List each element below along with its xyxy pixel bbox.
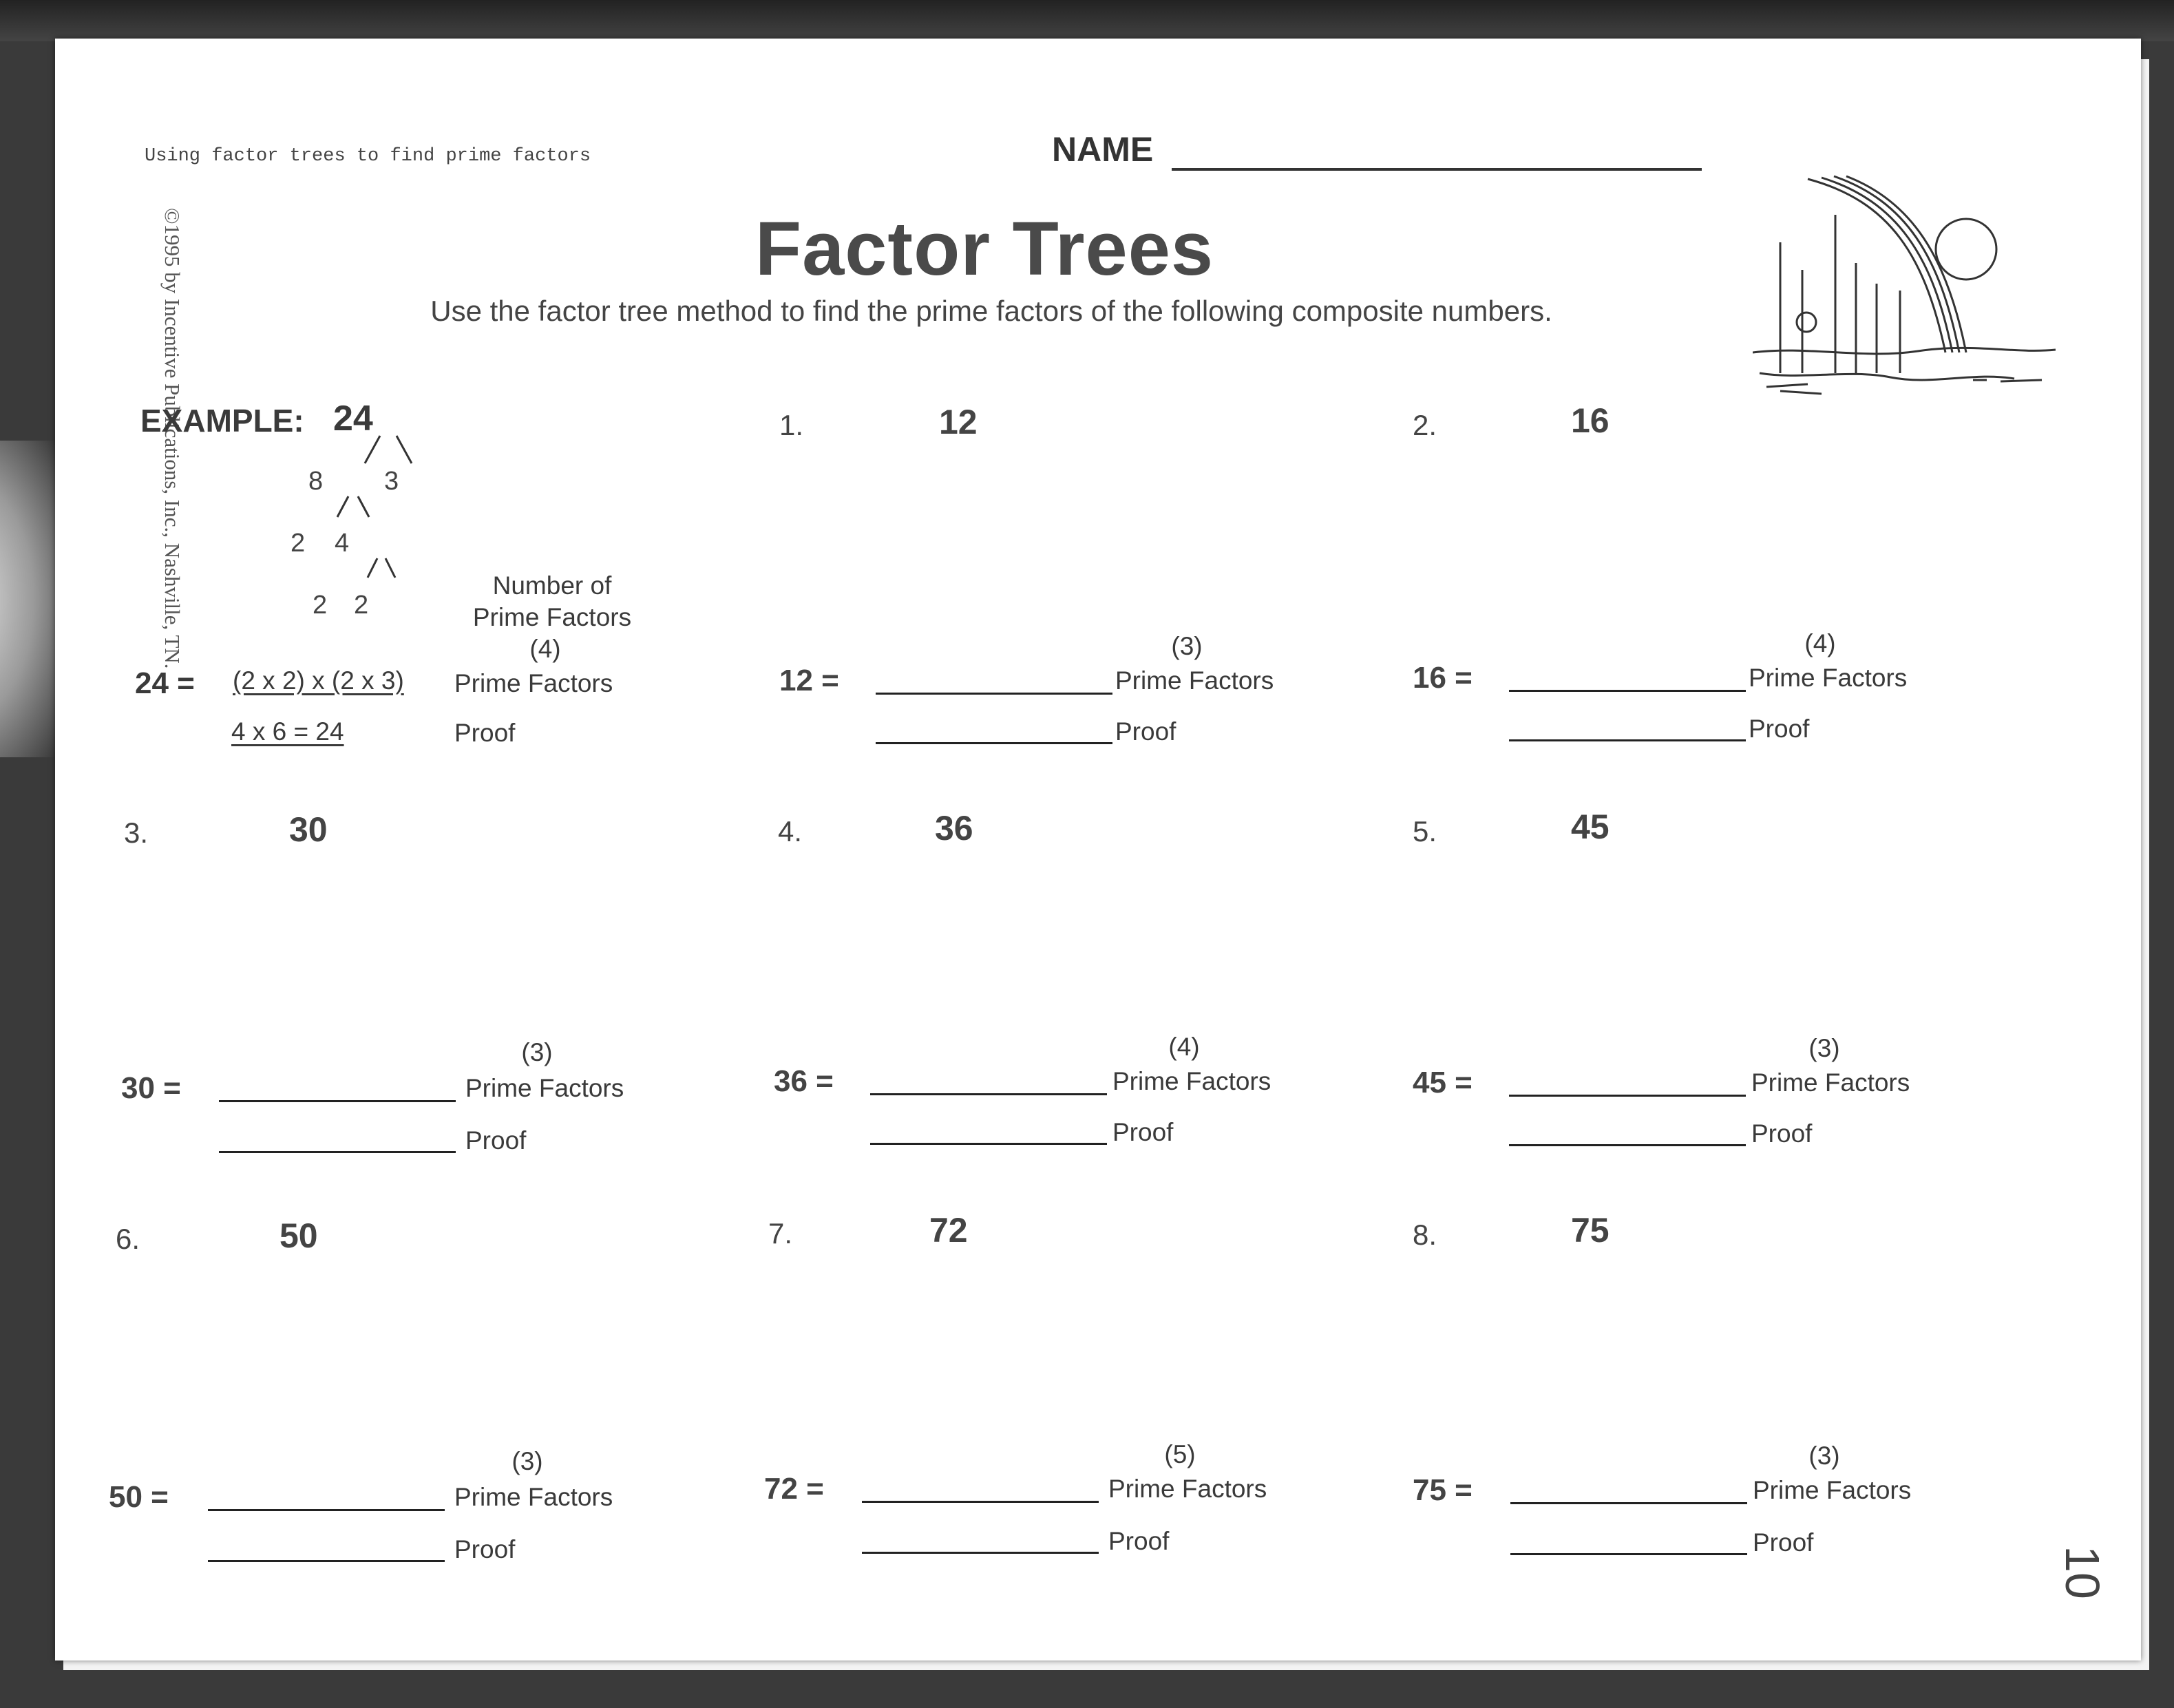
prime-factors-answer-line[interactable] xyxy=(208,1509,445,1511)
example-count-heading xyxy=(442,570,662,665)
name-label: NAME xyxy=(1052,130,1154,169)
problem-index: 3. xyxy=(124,816,149,849)
proof-label: Proof xyxy=(1112,1118,1174,1146)
count-heading-line1: Number of xyxy=(492,571,612,600)
problem-number: 30 xyxy=(289,810,328,849)
prime-factor-count: (3) xyxy=(511,1447,543,1475)
example-count: (4) xyxy=(529,635,561,663)
tree-node: 2 xyxy=(313,591,328,620)
proof-answer-line[interactable] xyxy=(1509,739,1746,741)
problem-number: 45 xyxy=(1571,808,1610,846)
prime-factors-answer-line[interactable] xyxy=(219,1100,456,1102)
problem-equation: 12 = xyxy=(779,664,839,697)
proof-answer-line[interactable] xyxy=(208,1560,445,1562)
example-label: EXAMPLE: xyxy=(140,403,304,439)
proof-label: Proof xyxy=(1751,1119,1813,1148)
problem-number: 75 xyxy=(1571,1211,1610,1250)
proof-label: Proof xyxy=(1108,1527,1170,1555)
problem-number: 16 xyxy=(1571,401,1610,440)
problem-index: 4. xyxy=(778,815,803,847)
tree-branch xyxy=(358,496,369,517)
prime-factors-label: Prime Factors xyxy=(1108,1475,1267,1503)
problem-number: 50 xyxy=(279,1216,318,1255)
problem-index: 8. xyxy=(1413,1219,1437,1251)
prime-factor-count: (4) xyxy=(1804,629,1836,657)
problem-index: 2. xyxy=(1413,409,1437,441)
prime-factors-label: Prime Factors xyxy=(1751,1068,1910,1097)
prime-factors-label: Prime Factors xyxy=(1112,1067,1271,1095)
proof-answer-line[interactable] xyxy=(876,742,1112,744)
name-field-line[interactable] xyxy=(1172,168,1702,171)
prime-factor-count: (3) xyxy=(1808,1034,1840,1062)
prime-factors-label: Prime Factors xyxy=(1753,1476,1912,1504)
prime-factor-count: (3) xyxy=(1171,632,1203,660)
problem-number: 12 xyxy=(939,403,978,441)
example-proof-label: Proof xyxy=(454,719,516,747)
page-number: 10 xyxy=(2055,1546,2109,1599)
tree-branch xyxy=(386,558,395,578)
prime-factors-answer-line[interactable] xyxy=(876,693,1112,695)
prime-factor-count: (3) xyxy=(1808,1442,1840,1470)
prime-factors-answer-line[interactable] xyxy=(1509,1095,1746,1097)
prime-factors-label: Prime Factors xyxy=(454,1483,613,1511)
example-factors-expression: (2 x 2) x (2 x 3) xyxy=(233,666,404,695)
tree-node: 2 xyxy=(354,591,369,620)
proof-label: Proof xyxy=(1749,715,1810,743)
problem-equation: 30 = xyxy=(121,1071,181,1105)
proof-label: Proof xyxy=(1753,1528,1814,1557)
subject-line: Using factor trees to find prime factors xyxy=(145,146,591,167)
tree-node: 2 xyxy=(291,529,306,558)
problem-index: 5. xyxy=(1413,815,1437,847)
problem-equation: 36 = xyxy=(774,1064,834,1098)
problem-index: 1. xyxy=(779,409,804,441)
example-equation-label: 24 = xyxy=(135,666,195,700)
prime-factors-label: Prime Factors xyxy=(1115,666,1274,695)
proof-answer-line[interactable] xyxy=(1509,1144,1746,1146)
problem-equation: 50 = xyxy=(109,1480,169,1514)
prime-factors-label: Prime Factors xyxy=(465,1074,624,1102)
prime-factors-answer-line[interactable] xyxy=(862,1501,1099,1503)
tree-node: 3 xyxy=(384,467,399,496)
proof-label: Proof xyxy=(465,1126,527,1155)
problem-equation: 75 = xyxy=(1413,1473,1473,1507)
tree-node: 4 xyxy=(335,529,350,558)
proof-answer-line[interactable] xyxy=(219,1151,456,1153)
problem-number: 72 xyxy=(929,1211,968,1250)
example-proof-expression: 4 x 6 = 24 xyxy=(231,717,344,746)
copyright-notice: ©1995 by Incentive Publications, Inc., Nashville, TN. xyxy=(160,208,184,669)
prime-factor-count: (5) xyxy=(1164,1440,1196,1468)
page-title: Factor Trees xyxy=(754,207,1214,291)
problem-number: 36 xyxy=(935,809,973,847)
problem-equation: 16 = xyxy=(1413,661,1473,695)
problem-equation: 72 = xyxy=(764,1472,824,1506)
proof-label: Proof xyxy=(454,1535,516,1563)
problem-index: 6. xyxy=(116,1223,140,1255)
background-top xyxy=(0,0,2174,41)
proof-label: Proof xyxy=(1115,717,1176,746)
tree-branch xyxy=(337,496,348,517)
prime-factors-answer-line[interactable] xyxy=(1509,690,1746,692)
landscape-moon-illustration-icon xyxy=(1753,173,2056,401)
proof-answer-line[interactable] xyxy=(1510,1553,1747,1555)
prime-factors-label: Prime Factors xyxy=(1749,664,1908,692)
instructions: Use the factor tree method to find the prime factors of the following composite numbers. xyxy=(430,295,1552,327)
tree-node: 8 xyxy=(308,467,324,496)
example-number: 24 xyxy=(333,399,373,439)
prime-factor-count: (4) xyxy=(1168,1033,1200,1061)
example-prime-factors-label: Prime Factors xyxy=(454,669,613,697)
tree-branch xyxy=(397,436,412,463)
tree-branch xyxy=(365,436,380,463)
worksheet-page xyxy=(55,39,2141,1660)
proof-answer-line[interactable] xyxy=(870,1143,1107,1145)
problem-equation: 45 = xyxy=(1413,1066,1473,1099)
prime-factor-count: (3) xyxy=(521,1038,553,1066)
prime-factors-answer-line[interactable] xyxy=(870,1093,1107,1095)
prime-factors-answer-line[interactable] xyxy=(1510,1502,1747,1504)
problem-index: 7. xyxy=(768,1217,793,1250)
tree-branch xyxy=(368,558,377,578)
count-heading-line2: Prime Factors xyxy=(472,603,632,631)
proof-answer-line[interactable] xyxy=(862,1552,1099,1554)
background-glare xyxy=(0,441,55,757)
